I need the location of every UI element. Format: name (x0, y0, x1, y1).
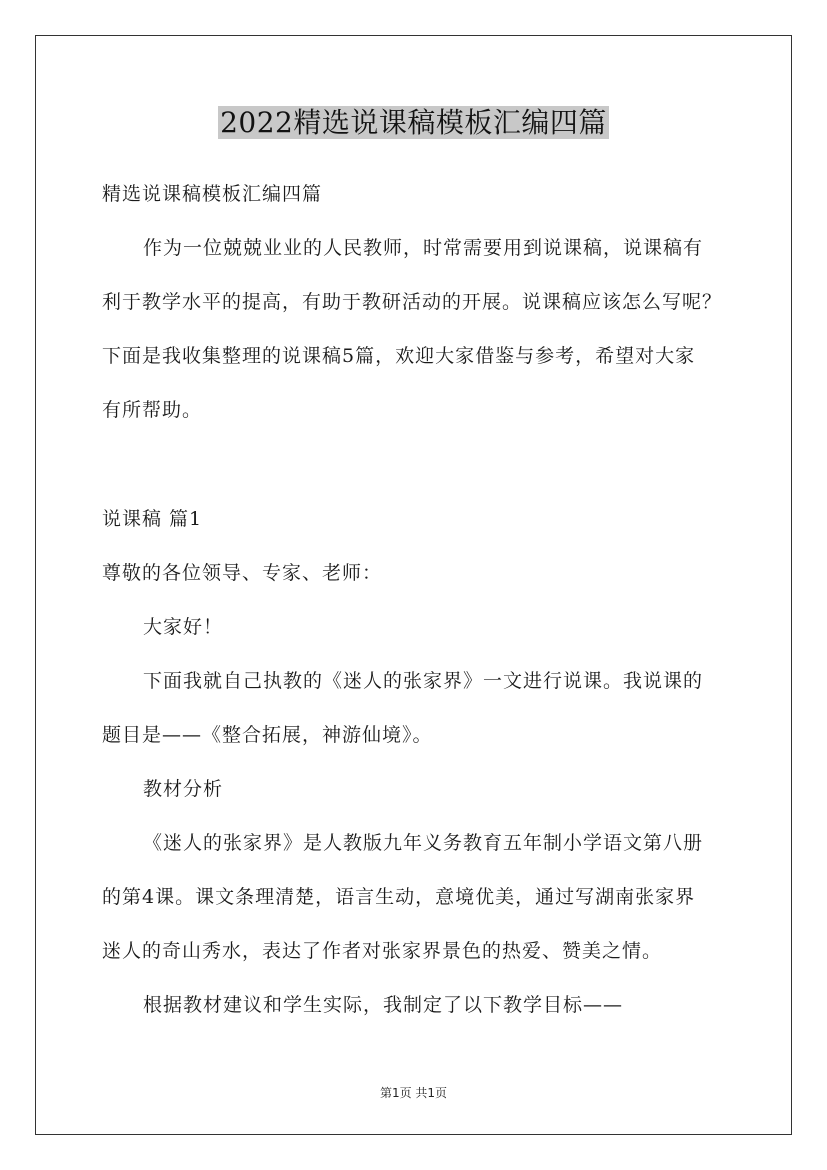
para2-line-2: 的第4课。课文条理清楚，语言生动，意境优美，通过写湖南张家界 (102, 886, 696, 908)
intro-line-4: 有所帮助。 (102, 399, 203, 421)
intro-line-3: 下面是我收集整理的说课稿5篇，欢迎大家借鉴与参考，希望对大家 (102, 345, 696, 367)
para2-line-3: 迷人的奇山秀水，表达了作者对张家界景色的热爱、赞美之情。 (102, 940, 663, 962)
document-subtitle: 精选说课稿模板汇编四篇 (102, 183, 323, 205)
page-footer: 第1页 共1页 (379, 1086, 448, 1100)
para1-line-2: 题目是——《整合拓展，神游仙境》。 (102, 724, 433, 746)
heading-material: 教材分析 (143, 778, 224, 800)
section-heading: 说课稿 篇1 (102, 508, 203, 530)
para3-line-1: 根据教材建议和学生实际，我制定了以下教学目标—— (143, 994, 624, 1016)
para1-line-1: 下面我就自己执教的《迷人的张家界》一文进行说课。我说课的 (143, 670, 704, 692)
intro-line-1: 作为一位兢兢业业的人民教师，时常需要用到说课稿，说课稿有 (143, 237, 704, 259)
salutation: 尊敬的各位领导、专家、老师： (102, 562, 383, 584)
document-title-text: 2022精选说课稿模板汇编四篇 (220, 106, 607, 139)
document-title (0, 104, 827, 142)
para2-line-1: 《迷人的张家界》是人教版九年义务教育五年制小学语文第八册 (143, 832, 704, 854)
greeting: 大家好！ (143, 616, 224, 638)
intro-line-2: 利于教学水平的提高，有助于教研活动的开展。说课稿应该怎么写呢？ (102, 291, 723, 313)
